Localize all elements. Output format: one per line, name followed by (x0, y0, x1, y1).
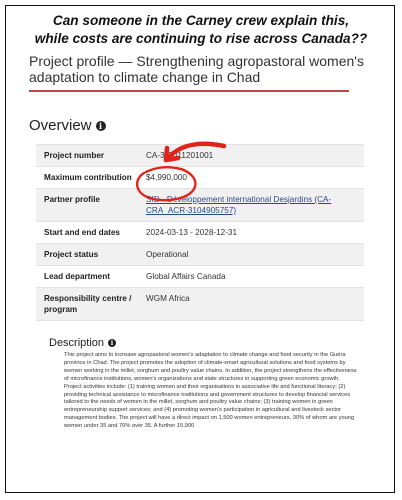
page-title: Project profile — Strengthening agropastoral women's adaptation to climate change in Chad (29, 53, 364, 85)
table-row (36, 167, 364, 189)
info-icon[interactable]: i (96, 121, 106, 131)
row-value: CA-3-P011201001 (146, 151, 214, 160)
row-label: Lead department (44, 272, 110, 281)
partner-profile-link[interactable]: SID - Développement international Desjardins (CA-CRA_ACR-3104905757) (146, 195, 332, 215)
overview-table (36, 144, 364, 321)
row-value: 2024-03-13 - 2028-12-31 (146, 228, 238, 237)
table-row (36, 244, 364, 266)
caption-line-2: while costs are continuing to rise across Canada?? (34, 31, 368, 46)
overview-heading (29, 117, 106, 135)
info-icon[interactable]: i (108, 339, 116, 347)
row-label: Start and end dates (44, 228, 120, 237)
row-value: WGM Africa (146, 294, 190, 303)
table-row (36, 222, 364, 244)
row-label: Partner profile (44, 195, 100, 204)
row-label: Responsibility centre / program (44, 294, 132, 314)
row-label: Maximum contribution (44, 173, 132, 182)
row-value: $4,990,000 (146, 173, 187, 182)
table-row (36, 288, 364, 321)
table-row (36, 189, 364, 222)
meme-caption (6, 12, 395, 48)
table-row (36, 266, 364, 288)
row-value: Global Affairs Canada (146, 272, 226, 281)
description-heading (49, 336, 116, 350)
overview-heading-text: Overview (29, 117, 92, 134)
description-text: This project aims to increase agropastoral women's adaptation to climate change and food security in the Guéra province in Chad. The project promotes the adoption of climate-smart agricultural solutions and food systems by women working in the millet, sorghum and poultry value chains. In addition, the project strengthens the effectiveness of microfinance institutions, women's organizations and state structures in supporting green economic growth. Project activities include: (1) training women and their organisations in associative life and functional literacy; (2) providing technical assistance to microfinance institutions and government structures to develop financial services tailored to the needs of women in the millet, sorghum and poultry value chains; (3) training women in green entrepreneurship support services; and (4) promoting women's participation in agricultural and livestock sector management bodies. The project will have a direct impact on 1,500 women entrepreneurs, 30% of whom are young women under 35 and 70% over 35. A further 15,900 (64, 352, 357, 430)
row-label: Project number (44, 151, 105, 160)
row-value: Operational (146, 250, 189, 259)
row-label: Project status (44, 250, 99, 259)
title-divider (29, 90, 349, 92)
description-heading-text: Description (49, 337, 105, 349)
red-arrow-annotation (158, 136, 230, 166)
red-circle-annotation (132, 163, 200, 203)
screenshot-frame (5, 5, 395, 493)
caption-line-1: Can someone in the Carney crew explain this, (52, 13, 350, 28)
